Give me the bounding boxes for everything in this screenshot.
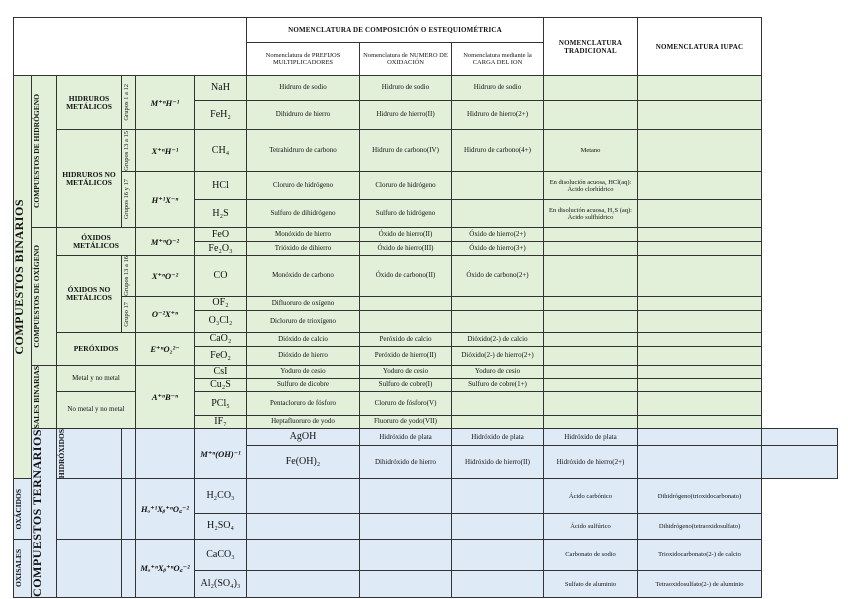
group-binarios: COMPUESTOS BINARIOS [12, 199, 26, 356]
oxidacion-cell [360, 513, 452, 539]
carga-cell: Hidruro de carbono(4+) [452, 130, 544, 172]
iupac-cell [762, 429, 838, 446]
carga-cell [452, 296, 544, 310]
group-oxigeno: COMPUESTOS DE OXÍGENO [32, 245, 41, 348]
empty-cell [122, 539, 136, 598]
iupac-cell [638, 365, 762, 378]
carga-cell [452, 539, 544, 571]
cat-peroxidos: PERÓXIDOS [57, 332, 136, 365]
tradicional-cell [544, 346, 638, 365]
cat-hidruros-metalicos: HIDRUROS METÁLICOS [57, 76, 122, 130]
group-ternarios: COMPUESTOS TERNARIOS [30, 429, 44, 598]
tradicional-cell [638, 446, 762, 479]
group-hidroxidos: HIDRÓXIDOS [57, 429, 66, 479]
prefijos-cell: Tetrahidruro de carbono [247, 130, 360, 172]
formula-cell: O₃Cl₂ [195, 310, 247, 332]
subheader-prefijos: Nomenclatura de PREFIJOS MULTIPLICADORES [247, 43, 360, 76]
empty-cell [57, 479, 122, 539]
prefijos-cell: Cloruro de hidrógeno [247, 172, 360, 200]
carga-cell [452, 310, 544, 332]
grupos-label: Grupos 13 a 15 [123, 130, 130, 171]
tradicional-cell [544, 416, 638, 429]
oxidacion-cell: Cloruro de fósforo(V) [360, 391, 452, 415]
formula-cell: H₂S [195, 200, 247, 228]
carga-cell: Hidróxido de hierro(2+) [544, 446, 638, 479]
header-tradicional: NOMENCLATURA TRADICIONAL [544, 18, 638, 76]
iupac-cell [638, 200, 762, 228]
prefijos-cell: Hidruro de sodio [247, 76, 360, 101]
formula-cell: OF₂ [195, 296, 247, 310]
group-sales: SALES BINARIAS [32, 365, 41, 429]
oxidacion-cell [360, 539, 452, 571]
carga-cell [452, 391, 544, 415]
prefijos-cell: Difluoruro de oxígeno [247, 296, 360, 310]
iupac-cell [638, 346, 762, 365]
general-formula: X⁺ⁿH⁻¹ [136, 130, 195, 172]
formula-cell: HCl [195, 172, 247, 200]
oxidacion-cell: Fluoruro de yodo(VII) [360, 416, 452, 429]
oxidacion-cell: Peróxido de hierro(II) [360, 346, 452, 365]
empty-cell [57, 539, 122, 598]
oxidacion-cell: Hidróxido de hierro(II) [452, 446, 544, 479]
oxidacion-cell: Sulfuro de cobre(I) [360, 378, 452, 391]
tradicional-cell: Ácido sulfúrico [544, 513, 638, 539]
prefijos-cell: Dihidróxido de hierro [360, 446, 452, 479]
iupac-cell: Dihidrógeno(tetraoxidosulfato) [638, 513, 762, 539]
empty-cell [122, 479, 136, 539]
tradicional-cell [544, 365, 638, 378]
carga-cell [452, 513, 544, 539]
cat-oxidos-metalicos: ÓXIDOS METÁLICOS [57, 228, 136, 256]
iupac-cell [638, 310, 762, 332]
iupac-cell [638, 130, 762, 172]
general-formula: M⁺ⁿ(OH)⁻¹ [195, 429, 247, 479]
tradicional-cell: En disolución acuosa, HCl(aq): Ácido clorhídrico [544, 172, 638, 200]
oxidacion-cell [360, 296, 452, 310]
prefijos-cell: Dióxido de calcio [247, 332, 360, 346]
iupac-cell: Trioxidocarbonato(2-) de calcio [638, 539, 762, 571]
oxidacion-cell: Hidruro de hierro(II) [360, 101, 452, 130]
tradicional-cell [544, 76, 638, 101]
tradicional-cell: Sulfato de aluminio [544, 571, 638, 598]
formula-cell: Fe₂O₃ [195, 242, 247, 256]
carga-cell [452, 571, 544, 598]
prefijos-cell: Hidróxido de plata [360, 429, 452, 446]
carga-cell: Hidróxido de plata [544, 429, 638, 446]
header-composicion: NOMENCLATURA DE COMPOSICIÓN O ESTEQUIOMÉTRICA [247, 18, 544, 43]
tradicional-cell [544, 256, 638, 297]
carga-cell: Óxido de carbono(2+) [452, 256, 544, 297]
cat-oxidos-no-metalicos: ÓXIDOS NO METÁLICOS [57, 256, 122, 333]
tradicional-cell [544, 391, 638, 415]
tradicional-cell: Ácido carbónico [544, 479, 638, 513]
tradicional-cell [544, 332, 638, 346]
blank-corner [14, 18, 247, 76]
oxidacion-cell: Hidruro de carbono(IV) [360, 130, 452, 172]
prefijos-cell: Sulfuro de dihidrógeno [247, 200, 360, 228]
carga-cell: Yoduro de cesio [452, 365, 544, 378]
carga-cell: Dióxido(2-) de calcio [452, 332, 544, 346]
prefijos-cell [247, 571, 360, 598]
iupac-cell [638, 101, 762, 130]
oxidacion-cell: Yoduro de cesio [360, 365, 452, 378]
tradicional-cell: Carbonato de sodio [544, 539, 638, 571]
carga-cell: Dióxido(2-) de hierro(2+) [452, 346, 544, 365]
grupos-label: Grupos 16 y 17 [123, 179, 130, 220]
iupac-cell [762, 446, 838, 479]
prefijos-cell: Sulfuro de dicobre [247, 378, 360, 391]
group-oxacidos: OXÁCIDOS [14, 488, 23, 530]
iupac-cell [638, 256, 762, 297]
formula-cell: AgOH [247, 429, 360, 446]
carga-cell: Óxido de hierro(3+) [452, 242, 544, 256]
iupac-cell [638, 242, 762, 256]
tradicional-cell [544, 310, 638, 332]
general-formula: H⁺¹X⁻ⁿ [136, 172, 195, 228]
carga-cell: Óxido de hierro(2+) [452, 228, 544, 242]
formula-cell: NaH [195, 76, 247, 101]
formula-cell: CO [195, 256, 247, 297]
tradicional-cell [544, 101, 638, 130]
prefijos-cell: Heptafluoruro de yodo [247, 416, 360, 429]
carga-cell [452, 479, 544, 513]
iupac-cell: Dihidrógeno(trioxidocarbonato) [638, 479, 762, 513]
formula-cell: CsI [195, 365, 247, 378]
oxidacion-cell: Sulfuro de hidrógeno [360, 200, 452, 228]
iupac-cell [638, 378, 762, 391]
cat-metal-no-metal: Metal y no metal [57, 365, 136, 391]
iupac-cell [638, 172, 762, 200]
formula-cell: CaO₂ [195, 332, 247, 346]
iupac-cell [638, 228, 762, 242]
formula-cell: H₂CO₃ [195, 479, 247, 513]
group-oxisales: OXISALES [14, 549, 23, 588]
oxidacion-cell: Óxido de hierro(III) [360, 242, 452, 256]
formula-cell: Fe(OH)₂ [247, 446, 360, 479]
prefijos-cell [247, 513, 360, 539]
general-formula: M⁺ⁿH⁻¹ [136, 76, 195, 130]
oxidacion-cell: Cloruro de hidrógeno [360, 172, 452, 200]
carga-cell: Hidruro de sodio [452, 76, 544, 101]
general-formula: A⁺ⁿB⁻ⁿ [136, 365, 195, 428]
prefijos-cell: Yoduro de cesio [247, 365, 360, 378]
prefijos-cell: Monóxido de carbono [247, 256, 360, 297]
formula-cell: CaCO₃ [195, 539, 247, 571]
iupac-cell: Tetraoxidosulfato(2-) de aluminio [638, 571, 762, 598]
formula-cell: Cu₂S [195, 378, 247, 391]
oxidacion-cell: Hidruro de sodio [360, 76, 452, 101]
empty-cell [136, 429, 195, 479]
carga-cell: Hidruro de hierro(2+) [452, 101, 544, 130]
oxidacion-cell [360, 479, 452, 513]
prefijos-cell [247, 479, 360, 513]
prefijos-cell: Monóxido de hierro [247, 228, 360, 242]
prefijos-cell: Trióxido de dihierro [247, 242, 360, 256]
carga-cell [452, 172, 544, 200]
oxidacion-cell: Hidróxido de plata [452, 429, 544, 446]
oxidacion-cell [360, 571, 452, 598]
formula-cell: FeO₂ [195, 346, 247, 365]
oxidacion-cell: Óxido de carbono(II) [360, 256, 452, 297]
grupos-label: Grupos 1 a 12 [123, 84, 130, 121]
tradicional-cell [544, 242, 638, 256]
iupac-cell [638, 296, 762, 310]
subheader-carga: Nomenclatura mediante la CARGA DEL ION [452, 43, 544, 76]
tradicional-cell [638, 429, 762, 446]
formula-cell: FeH₂ [195, 101, 247, 130]
grupos-label: Grupos 13 a 16 [123, 256, 130, 296]
formula-cell: Al₂(SO₄)₃ [195, 571, 247, 598]
grupos-label: Grupo 17 [123, 302, 130, 327]
general-formula: Mₐ⁺ⁿXᵦ⁺ⁿO꜀⁻² [136, 539, 195, 598]
oxidacion-cell: Óxido de hierro(II) [360, 228, 452, 242]
prefijos-cell: Dicloruro de trioxígeno [247, 310, 360, 332]
subheader-oxidacion: Nomenclatura de NUMERO DE OXIDACIÓN [360, 43, 452, 76]
tradicional-cell [544, 378, 638, 391]
oxidacion-cell [360, 310, 452, 332]
tradicional-cell [544, 296, 638, 310]
formula-cell: FeO [195, 228, 247, 242]
header-iupac: NOMENCLATURA IUPAC [638, 18, 762, 76]
prefijos-cell [247, 539, 360, 571]
formula-cell: IF₇ [195, 416, 247, 429]
nomenclature-table [13, 17, 838, 598]
iupac-cell [638, 416, 762, 429]
carga-cell: Sulfuro de cobre(1+) [452, 378, 544, 391]
prefijos-cell: Pentacloruro de fósforo [247, 391, 360, 415]
cat-hidruros-no-metalicos: HIDRUROS NO METÁLICOS [57, 130, 122, 228]
general-formula: O⁻²X⁺ⁿ [136, 296, 195, 332]
prefijos-cell: Dihidruro de hierro [247, 101, 360, 130]
carga-cell [452, 416, 544, 429]
iupac-cell [638, 76, 762, 101]
oxidacion-cell: Peróxido de calcio [360, 332, 452, 346]
iupac-cell [638, 391, 762, 415]
general-formula: M⁺ⁿO⁻² [136, 228, 195, 256]
iupac-cell [638, 332, 762, 346]
carga-cell [452, 200, 544, 228]
empty-cell [122, 429, 136, 479]
cat-no-metal-no-metal: No metal y no metal [57, 391, 136, 428]
general-formula: X⁺ⁿO⁻² [136, 256, 195, 297]
formula-cell: PCl₅ [195, 391, 247, 415]
tradicional-cell: Metano [544, 130, 638, 172]
general-formula: E⁺ⁿO₂²⁻ [136, 332, 195, 365]
group-hidrogeno: COMPUESTOS DE HIDRÓGENO [32, 94, 41, 209]
prefijos-cell: Dióxido de hierro [247, 346, 360, 365]
tradicional-cell [544, 228, 638, 242]
general-formula: Hₐ⁺¹Xᵦ⁺ⁿO꜀⁻² [136, 479, 195, 539]
tradicional-cell: En disolución acuosa, H₂S (aq): Ácido sulfhídrico [544, 200, 638, 228]
formula-cell: CH₄ [195, 130, 247, 172]
formula-cell: H₂SO₄ [195, 513, 247, 539]
